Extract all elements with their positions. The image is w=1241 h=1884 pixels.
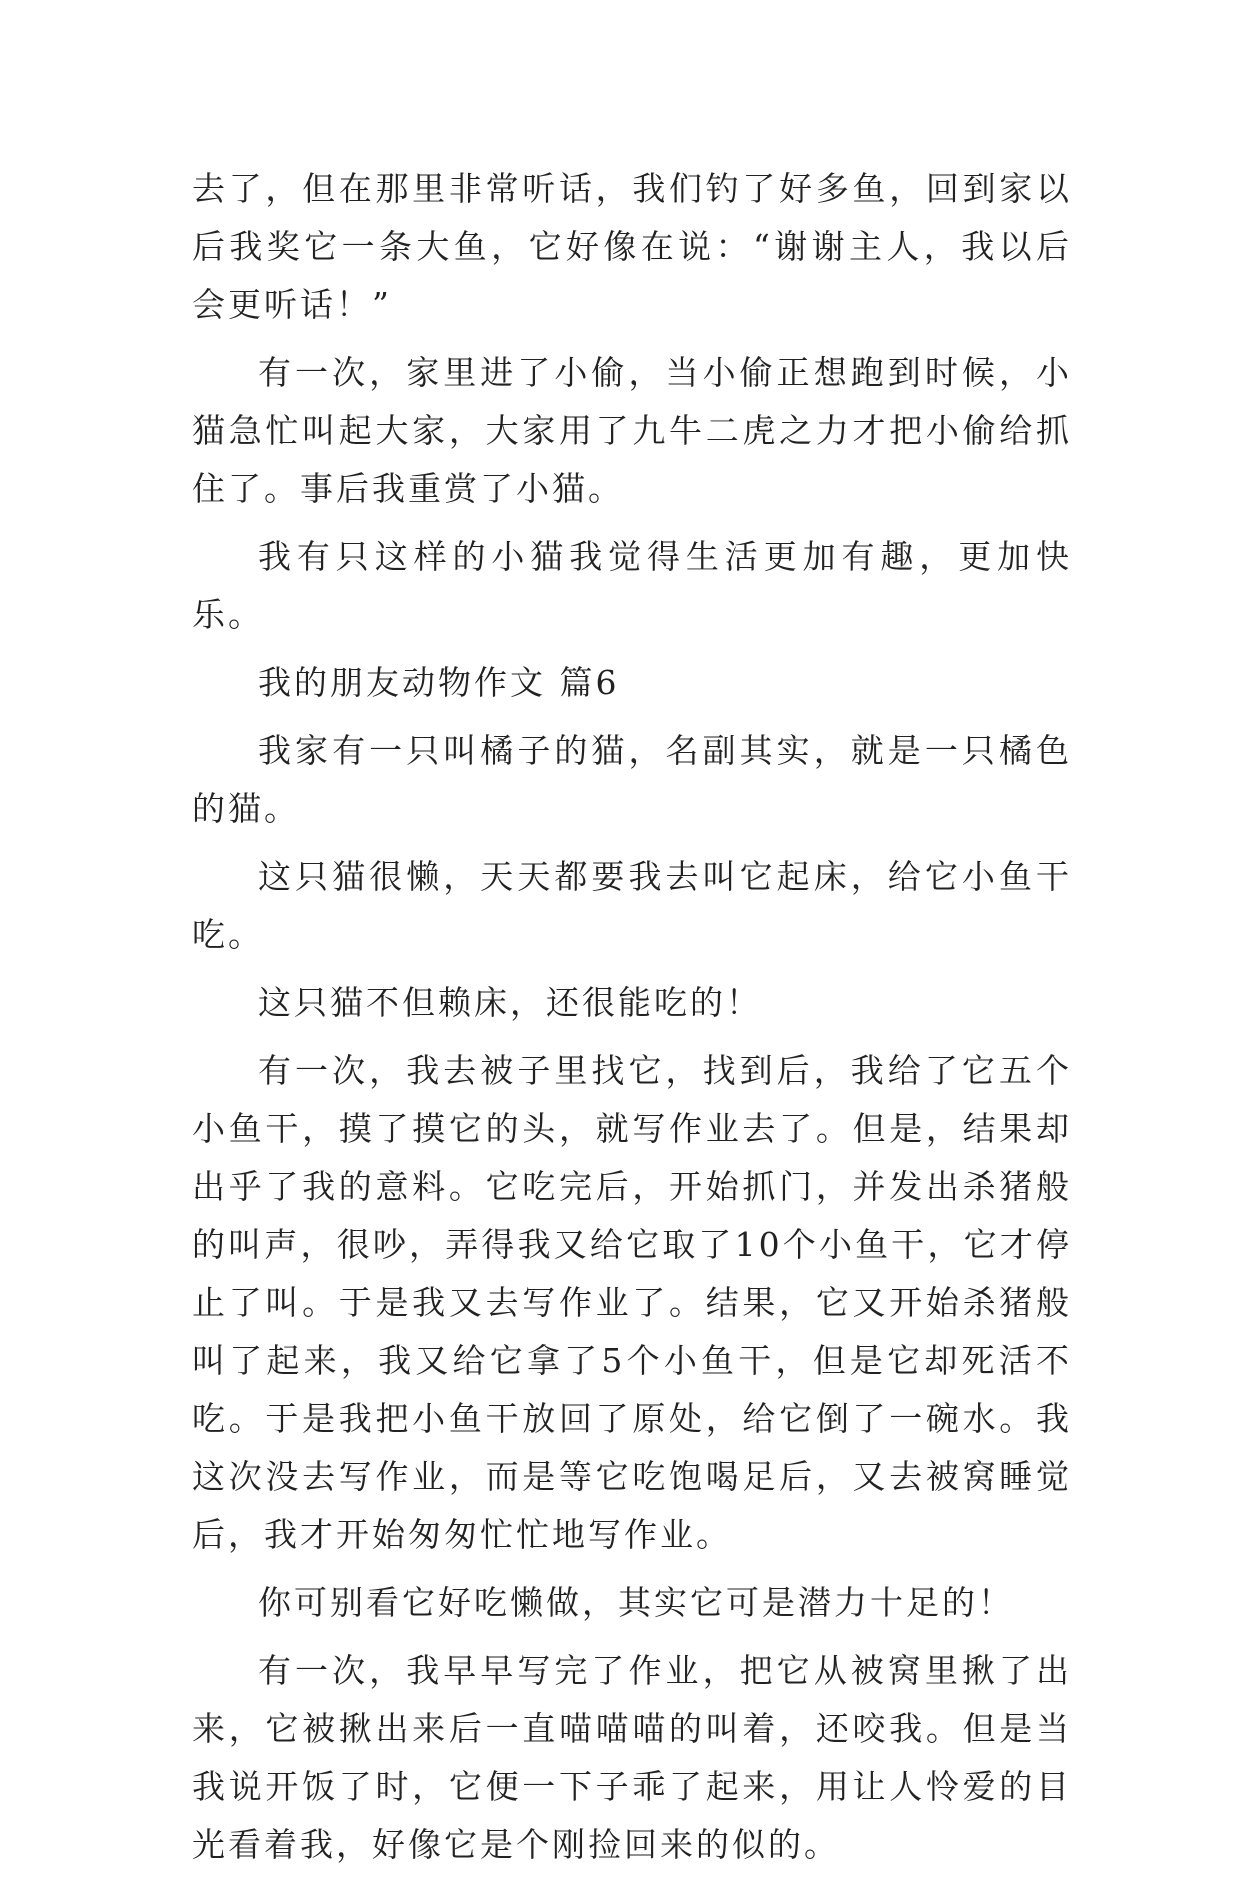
paragraph-8: 你可别看它好吃懒做，其实它可是潜力十足的！ bbox=[258, 1583, 1014, 1622]
paragraph-9: 有一次，我早早写完了作业，把它从被窝里揪了出来，它被揪出来后一直喵喵喵的叫着，还咬我。但是当我说开饭了时，它便一下子乖了起来，用让人怜爱的目光看着我，好像它是个刚捡回来的似的。 bbox=[192, 1651, 1072, 1864]
section-heading: 我的朋友动物作文 篇6 bbox=[258, 663, 620, 702]
paragraph-6: 这只猫不但赖床，还很能吃的！ bbox=[258, 983, 762, 1022]
paragraph-2: 有一次，家里进了小偷，当小偷正想跑到时候，小猫急忙叫起大家，大家用了九牛二虎之力才把小偷给抓住了。事后我重赏了小猫。 bbox=[192, 353, 1072, 508]
paragraph-7: 有一次，我去被子里找它，找到后，我给了它五个小鱼干，摸了摸它的头，就写作业去了。但是，结果却出乎了我的意料。它吃完后，开始抓门，并发出杀猪般的叫声，很吵，弄得我又给它取了10个小鱼干，它才停止了叫。于是我又去写作业了。结果，它又开始杀猪般叫了起来，我又给它拿了5个小鱼干，但是它却死活不吃。于是我把小鱼干放回了原处，给它倒了一碗水。我这次没去写作业，而是等它吃饱喝足后，又去被窝睡觉后，我才开始匆匆忙忙地写作业。 bbox=[192, 1051, 1072, 1554]
paragraph-1: 去了，但在那里非常听话，我们钓了好多鱼，回到家以后我奖它一条大鱼，它好像在说：“谢谢主人，我以后会更听话！” bbox=[192, 169, 1072, 324]
paragraph-4: 我家有一只叫橘子的猫，名副其实，就是一只橘色的猫。 bbox=[192, 731, 1072, 828]
paragraph-5: 这只猫很懒，天天都要我去叫它起床，给它小鱼干吃。 bbox=[192, 857, 1072, 954]
paragraph-3: 我有只这样的小猫我觉得生活更加有趣，更加快乐。 bbox=[192, 537, 1072, 634]
article-body bbox=[192, 160, 1072, 1884]
